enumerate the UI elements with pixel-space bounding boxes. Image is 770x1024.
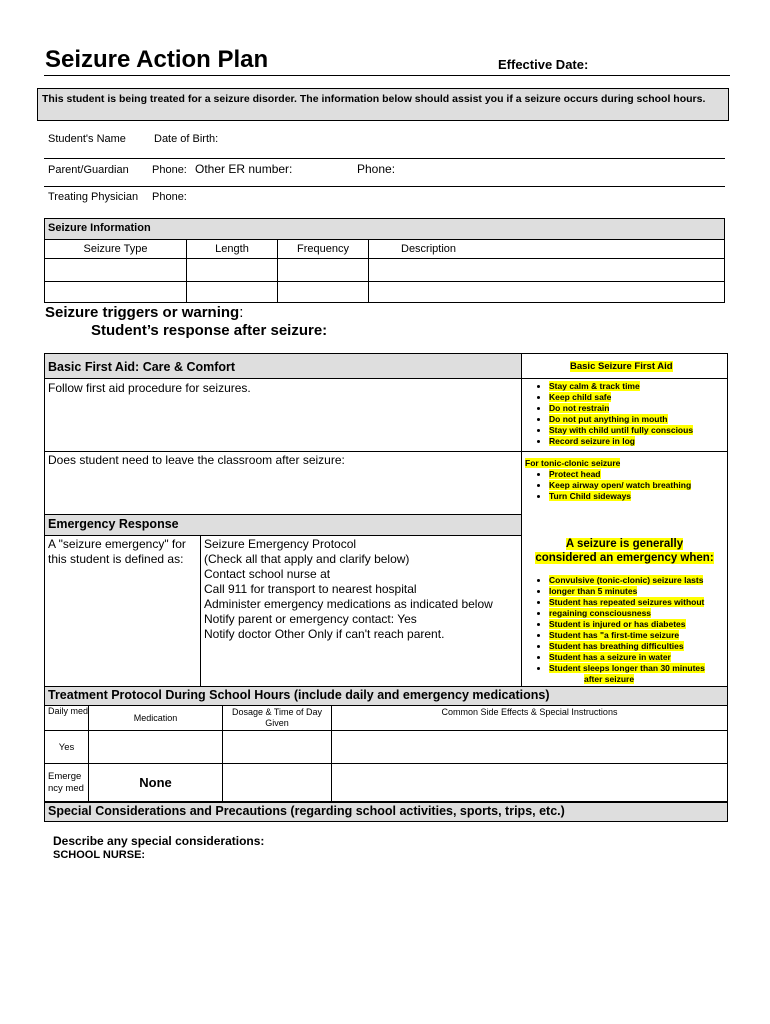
- triggers-colon: :: [239, 304, 244, 321]
- row-divider: [44, 158, 725, 159]
- row-divider: [45, 535, 521, 536]
- treatment-table: [44, 705, 728, 802]
- row-divider: [45, 451, 727, 452]
- list-item: • Stay with child until fully conscious: [549, 425, 759, 436]
- emergency-med-value: None: [89, 764, 223, 802]
- cell[interactable]: [332, 764, 728, 802]
- tonic-clonic-list: [516, 469, 759, 502]
- protocol-line: (Check all that apply and clarify below): [204, 552, 410, 566]
- first-aid-procedure: Follow first aid procedure for seizures.: [48, 381, 251, 395]
- list-item: • longer than 5 minutes: [549, 586, 763, 597]
- special-heading: Special Considerations and Precautions (regarding school activities, sports, trips, etc.): [48, 804, 565, 818]
- cell[interactable]: [45, 259, 187, 282]
- list-item: • Student has repeated seizures without: [549, 597, 763, 608]
- cell[interactable]: [45, 282, 187, 303]
- triggers-label: Seizure triggers or warning: [45, 304, 240, 321]
- list-item: • Turn Child sideways: [549, 491, 759, 502]
- cell[interactable]: [223, 764, 332, 802]
- daily-med-value: Yes: [45, 731, 89, 764]
- emergency-criteria-list: [516, 575, 763, 674]
- list-item: • Student has "a first-time seizure: [549, 630, 763, 641]
- student-name-label: Student's Name: [48, 133, 126, 145]
- cell[interactable]: [187, 282, 278, 303]
- emergency-protocol: [204, 537, 519, 642]
- list-item: • Keep child safe: [549, 392, 759, 403]
- tonic-clonic-heading: For tonic-clonic seizure: [525, 458, 621, 468]
- emergency-heading: Emergency Response: [48, 517, 179, 531]
- seizure-info-heading: Seizure Information: [44, 218, 725, 240]
- list-item: • Keep airway open/ watch breathing: [549, 480, 759, 491]
- basic-first-aid-heading: Basic Seizure First Aid: [570, 361, 673, 372]
- cell[interactable]: [89, 731, 223, 764]
- triggers-heading: [45, 304, 243, 321]
- title-divider: [44, 75, 730, 76]
- list-item: • Student is injured or has diabetes: [549, 619, 763, 630]
- protocol-line: Administer emergency medications as indicated below: [204, 597, 493, 611]
- list-item: • Student has a seizure in water: [549, 652, 763, 663]
- cell[interactable]: [369, 282, 725, 303]
- school-nurse-label: SCHOOL NURSE:: [53, 849, 146, 861]
- protocol-line: Notify doctor Other Only if can't reach parent.: [204, 627, 445, 641]
- physician-label: Treating Physician: [48, 191, 139, 203]
- row-divider: [522, 378, 727, 379]
- criteria-tail: after seizure: [584, 674, 635, 684]
- list-item: • regaining consciousness: [549, 608, 763, 619]
- emergency-definition: A "seizure emergency" for this student is defined as:: [48, 537, 186, 566]
- emergency-med-label: Emerge ncy med: [45, 764, 89, 802]
- response-heading: Student’s response after seizure:: [91, 322, 328, 339]
- parent-label: Parent/Guardian: [48, 164, 129, 176]
- phone-label: Phone:: [357, 162, 396, 176]
- list-item: • Do not put anything in mouth: [549, 414, 759, 425]
- other-er-label: Other ER number:: [195, 162, 293, 176]
- parent-phone-label: Phone:: [152, 164, 187, 176]
- physician-phone-label: Phone:: [152, 191, 187, 203]
- leave-classroom-question: Does student need to leave the classroom after seizure:: [48, 453, 345, 467]
- seizure-info-table: [44, 239, 725, 303]
- protocol-title: Seizure Emergency Protocol: [204, 537, 357, 551]
- list-item: • Stay calm & track time: [549, 381, 759, 392]
- cell[interactable]: [278, 259, 369, 282]
- cell[interactable]: [223, 731, 332, 764]
- cell[interactable]: [369, 259, 725, 282]
- intro-banner: This student is being treated for a seizure disorder. The information below should assist you if a seizure occurs during school hours.: [37, 88, 729, 121]
- col-daily-med: Daily med: [45, 706, 89, 731]
- protocol-line: Call 911 for transport to nearest hospital: [204, 582, 417, 596]
- special-describe: Describe any special considerations:: [53, 834, 265, 848]
- list-item: • Student sleeps longer than 30 minutes: [549, 663, 763, 674]
- cell[interactable]: [278, 282, 369, 303]
- col-frequency: Frequency: [278, 240, 369, 259]
- treatment-heading: Treatment Protocol During School Hours (include daily and emergency medications): [48, 688, 550, 702]
- col-dosage: Dosage & Time of Day Given: [223, 706, 332, 731]
- protocol-line: Contact school nurse at: [204, 567, 331, 581]
- row-divider: [44, 186, 725, 187]
- col-length: Length: [187, 240, 278, 259]
- list-item: • Convulsive (tonic-clonic) seizure lasts: [549, 575, 763, 586]
- col-side-effects: Common Side Effects & Special Instructions: [332, 706, 728, 731]
- column-divider: [200, 536, 201, 686]
- cell[interactable]: [187, 259, 278, 282]
- protocol-line: Notify parent or emergency contact: Yes: [204, 612, 417, 626]
- emergency-criteria-heading: A seizure is generally considered an emergency when:: [535, 538, 714, 564]
- list-item: • Record seizure in log: [549, 436, 759, 447]
- col-description: Description: [369, 240, 725, 259]
- effective-date-label: Effective Date:: [498, 57, 589, 72]
- list-item: • Student has breathing difficulties: [549, 641, 763, 652]
- dob-label: Date of Birth:: [154, 133, 219, 145]
- list-item: • Protect head: [549, 469, 759, 480]
- col-seizure-type: Seizure Type: [45, 240, 187, 259]
- col-medication: Medication: [89, 706, 223, 731]
- list-item: • Do not restrain: [549, 403, 759, 414]
- first-aid-heading: Basic First Aid: Care & Comfort: [48, 360, 236, 374]
- basic-first-aid-list: [516, 381, 759, 447]
- cell[interactable]: [332, 731, 728, 764]
- page-title: Seizure Action Plan: [45, 46, 269, 73]
